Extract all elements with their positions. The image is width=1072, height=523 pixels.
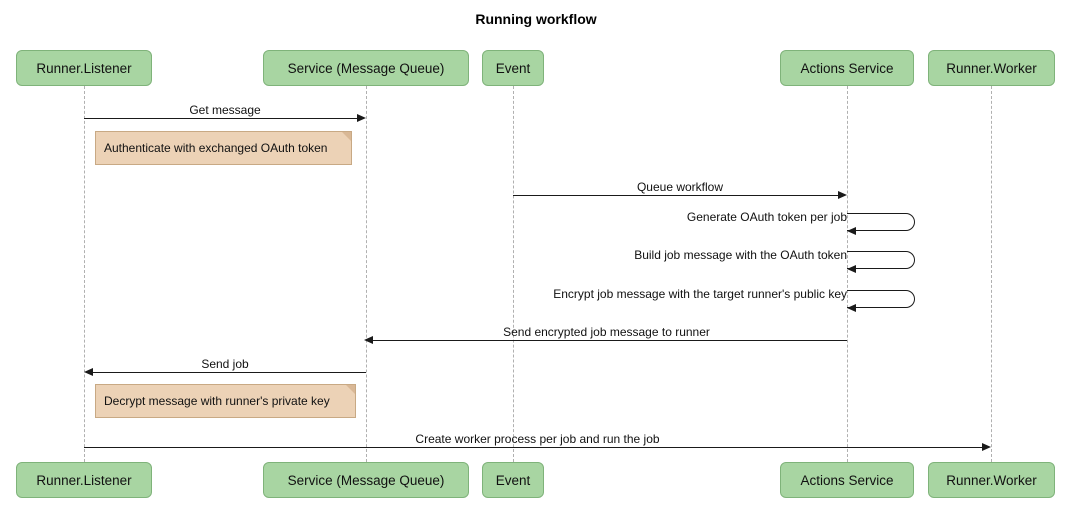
- lifeline-runner-listener: [84, 86, 85, 462]
- actor-runner-listener-top[interactable]: [16, 50, 152, 86]
- actor-event-top[interactable]: [482, 50, 544, 86]
- actor-label: Runner.Listener: [36, 60, 132, 76]
- arrow-head-send-encrypted-job: [364, 336, 373, 344]
- actor-service-message-queue-top[interactable]: [263, 50, 469, 86]
- actor-label: Actions Service: [800, 472, 894, 488]
- note-text: Decrypt message with runner's private key: [104, 394, 330, 408]
- note-text: Authenticate with exchanged OAuth token: [104, 141, 328, 155]
- arrow-head-encrypt-job-message: [847, 304, 856, 312]
- actor-label: Runner.Listener: [36, 472, 132, 488]
- lifeline-runner-worker: [991, 86, 992, 462]
- actor-label: Event: [495, 472, 531, 488]
- message-line-get-message: [84, 118, 359, 119]
- actor-runner-worker-bottom[interactable]: [928, 462, 1055, 498]
- actor-label: Runner.Worker: [946, 60, 1037, 76]
- message-label-get-message: Get message: [189, 103, 261, 117]
- arrow-head-get-message: [357, 114, 366, 122]
- actor-actions-service-top[interactable]: [780, 50, 914, 86]
- actor-event-bottom[interactable]: [482, 462, 544, 498]
- message-line-create-worker-process: [84, 447, 984, 448]
- note-fold-icon: [346, 385, 355, 394]
- lifeline-service-message-queue: [366, 86, 367, 462]
- arrow-head-send-job: [84, 368, 93, 376]
- self-loop-build-job-message: [847, 251, 915, 269]
- note-decrypt-message: [95, 384, 356, 418]
- self-loop-encrypt-job-message: [847, 290, 915, 308]
- actor-actions-service-bottom[interactable]: [780, 462, 914, 498]
- message-label-build-job-message: Build job message with the OAuth token: [634, 248, 847, 262]
- arrow-head-create-worker-process: [982, 443, 991, 451]
- actor-label: Runner.Worker: [946, 472, 1037, 488]
- message-line-send-job: [93, 372, 366, 373]
- message-label-queue-workflow: Queue workflow: [636, 180, 724, 194]
- lifeline-actions-service: [847, 86, 848, 462]
- page-title: Running workflow: [475, 11, 597, 27]
- message-line-send-encrypted-job: [373, 340, 847, 341]
- arrow-head-queue-workflow: [838, 191, 847, 199]
- arrow-head-generate-oauth-token: [847, 227, 856, 235]
- note-authenticate-oauth: [95, 131, 352, 165]
- message-label-send-job: Send job: [201, 357, 249, 371]
- message-label-generate-oauth-token: Generate OAuth token per job: [686, 210, 847, 224]
- message-label-encrypt-job-message: Encrypt job message with the target runner's public key: [553, 287, 847, 301]
- message-line-queue-workflow: [513, 195, 840, 196]
- actor-runner-worker-top[interactable]: [928, 50, 1055, 86]
- actor-service-message-queue-bottom[interactable]: [263, 462, 469, 498]
- message-label-send-encrypted-job: Send encrypted job message to runner: [503, 325, 710, 339]
- lifeline-event: [513, 86, 514, 462]
- actor-label: Service (Message Queue): [287, 60, 445, 76]
- actor-label: Actions Service: [800, 60, 894, 76]
- actor-label: Event: [495, 60, 531, 76]
- arrow-head-build-job-message: [847, 265, 856, 273]
- actor-runner-listener-bottom[interactable]: [16, 462, 152, 498]
- self-loop-generate-oauth-token: [847, 213, 915, 231]
- note-fold-icon: [342, 132, 351, 141]
- actor-label: Service (Message Queue): [287, 472, 445, 488]
- message-label-create-worker-process: Create worker process per job and run the job: [415, 432, 660, 446]
